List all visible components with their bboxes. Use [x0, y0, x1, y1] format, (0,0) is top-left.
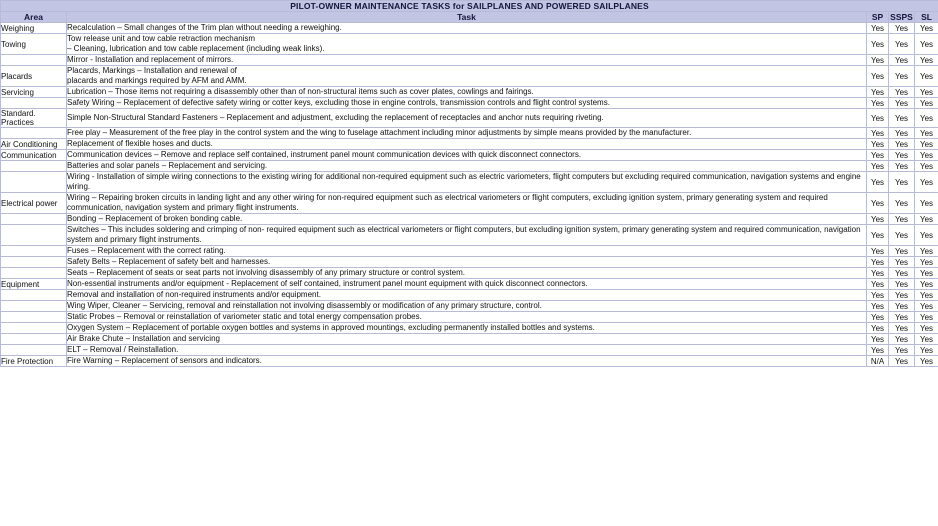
cell-ssps: Yes [889, 301, 915, 312]
cell-sl: Yes [915, 150, 938, 161]
task-line: Safety Wiring – Replacement of defective safety wiring or cotter keys, excluding those in engine controls, transmission controls and flight control systems. [67, 98, 610, 107]
cell-sl: Yes [915, 257, 938, 268]
cell-task [67, 225, 867, 246]
cell-area: Air Conditioning [1, 139, 67, 150]
cell-sp: Yes [867, 268, 889, 279]
cell-task [67, 214, 867, 225]
cell-task [67, 55, 867, 66]
task-line: ELT – Removal / Reinstallation. [67, 345, 179, 354]
table-row [1, 98, 938, 109]
cell-area [1, 290, 67, 301]
cell-area: Equipment [1, 279, 67, 290]
cell-sl: Yes [915, 87, 938, 98]
table-row [1, 268, 938, 279]
cell-area [1, 301, 67, 312]
cell-sp: Yes [867, 334, 889, 345]
cell-task [67, 268, 867, 279]
cell-sp: Yes [867, 55, 889, 66]
cell-sp: Yes [867, 279, 889, 290]
table-row [1, 34, 938, 55]
cell-task [67, 246, 867, 257]
cell-task [67, 356, 867, 367]
cell-task [67, 172, 867, 193]
cell-ssps: Yes [889, 128, 915, 139]
cell-ssps: Yes [889, 66, 915, 87]
cell-sp: Yes [867, 128, 889, 139]
table-row [1, 193, 938, 214]
cell-ssps: Yes [889, 172, 915, 193]
table-row [1, 345, 938, 356]
cell-task [67, 290, 867, 301]
cell-area [1, 345, 67, 356]
table-row [1, 172, 938, 193]
cell-sl: Yes [915, 312, 938, 323]
cell-task [67, 128, 867, 139]
cell-sl: Yes [915, 301, 938, 312]
cell-task [67, 150, 867, 161]
task-line: Oxygen System – Replacement of portable oxygen bottles and systems in approved mountings, excluding permanently installed bottles and systems. [67, 323, 595, 332]
cell-ssps: Yes [889, 334, 915, 345]
table-row [1, 279, 938, 290]
table-title-row [1, 1, 938, 12]
task-line: Bonding – Replacement of broken bonding cable. [67, 214, 243, 223]
task-line: Wiring – Repairing broken circuits in landing light and any other wiring for non-required equipment such as electrical variometers or flight computers, excluding ignition system, primary generating system and required communication, navigation system and primary flight instruments. [67, 193, 828, 212]
cell-sl: Yes [915, 268, 938, 279]
cell-sp: Yes [867, 225, 889, 246]
cell-sl: Yes [915, 23, 938, 34]
cell-area [1, 246, 67, 257]
document-title: PILOT-OWNER MAINTENANCE TASKS for SAILPLANES AND POWERED SAILPLANES [1, 1, 938, 12]
table-row [1, 214, 938, 225]
cell-ssps: Yes [889, 279, 915, 290]
task-line: Tow release unit and tow cable retraction mechanism [67, 34, 256, 43]
cell-area: Towing [1, 34, 67, 55]
cell-sl: Yes [915, 55, 938, 66]
cell-task [67, 345, 867, 356]
cell-sl: Yes [915, 139, 938, 150]
cell-sp: N/A [867, 356, 889, 367]
cell-task [67, 34, 867, 55]
cell-ssps: Yes [889, 214, 915, 225]
table-row [1, 312, 938, 323]
task-line: Communication devices – Remove and replace self contained, instrument panel mount communication devices with quick disconnect connectors. [67, 150, 582, 159]
cell-sl: Yes [915, 161, 938, 172]
cell-area [1, 55, 67, 66]
cell-task [67, 257, 867, 268]
task-line: Air Brake Chute – Installation and servicing [67, 334, 220, 343]
cell-ssps: Yes [889, 34, 915, 55]
cell-ssps: Yes [889, 98, 915, 109]
task-line: Wing Wiper, Cleaner – Servicing, removal and reinstallation not involving disassembly or modification of any primary structure, control. [67, 301, 542, 310]
cell-area [1, 161, 67, 172]
cell-area: Weighing [1, 23, 67, 34]
cell-sp: Yes [867, 139, 889, 150]
cell-ssps: Yes [889, 257, 915, 268]
cell-sl: Yes [915, 279, 938, 290]
table-row [1, 23, 938, 34]
cell-sl: Yes [915, 66, 938, 87]
table-row [1, 257, 938, 268]
cell-area [1, 323, 67, 334]
table-row [1, 139, 938, 150]
cell-area [1, 128, 67, 139]
cell-area [1, 312, 67, 323]
cell-area: Communication [1, 150, 67, 161]
cell-ssps: Yes [889, 150, 915, 161]
cell-task [67, 279, 867, 290]
cell-ssps: Yes [889, 109, 915, 128]
task-line: Wiring - Installation of simple wiring connections to the existing wiring for additional non-required equipment such as electric variometers, flight computers but excluding required communication, navigation systems and engine wiring. [67, 172, 861, 191]
table-row [1, 66, 938, 87]
task-line: Seats – Replacement of seats or seat parts not involving disassembly of any primary structure or control system. [67, 268, 465, 277]
cell-sp: Yes [867, 66, 889, 87]
column-header-sp: SP [867, 12, 889, 23]
cell-sp: Yes [867, 257, 889, 268]
cell-sl: Yes [915, 34, 938, 55]
task-line: Simple Non-Structural Standard Fasteners – Replacement and adjustment, excluding the replacement of receptacles and anchor nuts requiring riveting. [67, 113, 604, 122]
cell-ssps: Yes [889, 345, 915, 356]
cell-area [1, 214, 67, 225]
cell-ssps: Yes [889, 356, 915, 367]
cell-task [67, 139, 867, 150]
task-line: placards and markings required by AFM and AMM. [67, 76, 247, 85]
task-line: Static Probes – Removal or reinstallation of variometer static and total energy compensation probes. [67, 312, 422, 321]
column-header-task: Task [67, 12, 867, 23]
cell-sp: Yes [867, 214, 889, 225]
table-header-row [1, 12, 938, 23]
cell-sp: Yes [867, 87, 889, 98]
cell-area [1, 257, 67, 268]
cell-ssps: Yes [889, 55, 915, 66]
cell-sp: Yes [867, 323, 889, 334]
cell-sl: Yes [915, 109, 938, 128]
cell-area: Standard. Practices [1, 109, 67, 128]
table-row [1, 161, 938, 172]
cell-ssps: Yes [889, 161, 915, 172]
table-row [1, 128, 938, 139]
task-line: Fire Warning – Replacement of sensors and indicators. [67, 356, 262, 365]
column-header-area: Area [1, 12, 67, 23]
cell-sl: Yes [915, 128, 938, 139]
task-line: Mirror - Installation and replacement of mirrors. [67, 55, 234, 64]
cell-sp: Yes [867, 345, 889, 356]
cell-area: Fire Protection [1, 356, 67, 367]
cell-ssps: Yes [889, 23, 915, 34]
cell-sl: Yes [915, 290, 938, 301]
task-line: Non-essential instruments and/or equipment - Replacement of self contained, instrument panel mount equipment with quick disconnect connectors. [67, 279, 588, 288]
cell-ssps: Yes [889, 139, 915, 150]
cell-area [1, 98, 67, 109]
table-row [1, 290, 938, 301]
cell-sp: Yes [867, 290, 889, 301]
cell-ssps: Yes [889, 323, 915, 334]
task-line: Fuses – Replacement with the correct rating. [67, 246, 226, 255]
cell-task [67, 98, 867, 109]
cell-task [67, 312, 867, 323]
cell-sp: Yes [867, 193, 889, 214]
column-header-ssps: SSPS [890, 12, 913, 22]
cell-sl: Yes [915, 172, 938, 193]
cell-task [67, 109, 867, 128]
cell-ssps: Yes [889, 246, 915, 257]
table-row [1, 356, 938, 367]
cell-sl: Yes [915, 356, 938, 367]
table-row [1, 301, 938, 312]
task-line: Safety Belts – Replacement of safety belt and harnesses. [67, 257, 271, 266]
cell-sp: Yes [867, 23, 889, 34]
cell-sl: Yes [915, 345, 938, 356]
table-body [1, 23, 938, 367]
cell-sl: Yes [915, 214, 938, 225]
cell-task [67, 193, 867, 214]
cell-sp: Yes [867, 109, 889, 128]
cell-sp: Yes [867, 301, 889, 312]
cell-ssps: Yes [889, 225, 915, 246]
table-row [1, 334, 938, 345]
cell-ssps: Yes [889, 312, 915, 323]
task-line: Recalculation – Small changes of the Trim plan without needing a reweighing. [67, 23, 342, 32]
cell-task [67, 334, 867, 345]
table-row [1, 87, 938, 98]
table-row [1, 246, 938, 257]
task-line: Batteries and solar panels – Replacement and servicing. [67, 161, 268, 170]
cell-sp: Yes [867, 172, 889, 193]
cell-area [1, 225, 67, 246]
cell-area: Placards [1, 66, 67, 87]
cell-sl: Yes [915, 193, 938, 214]
cell-area [1, 172, 67, 193]
cell-area: Electrical power [1, 193, 67, 214]
cell-sp: Yes [867, 34, 889, 55]
cell-ssps: Yes [889, 193, 915, 214]
cell-area: Servicing [1, 87, 67, 98]
task-line: Replacement of flexible hoses and ducts. [67, 139, 213, 148]
cell-area [1, 334, 67, 345]
task-line: Placards, Markings – Installation and renewal of [67, 66, 237, 75]
cell-area [1, 268, 67, 279]
cell-sp: Yes [867, 246, 889, 257]
table-row [1, 225, 938, 246]
cell-task [67, 66, 867, 87]
cell-sl: Yes [915, 246, 938, 257]
cell-task [67, 323, 867, 334]
cell-ssps: Yes [889, 290, 915, 301]
cell-sp: Yes [867, 150, 889, 161]
table-row [1, 109, 938, 128]
cell-ssps: Yes [889, 87, 915, 98]
task-line: Lubrication – Those items not requiring a disassembly other than of non-structural items such as cover plates, cowlings and fairings. [67, 87, 534, 96]
cell-sl: Yes [915, 225, 938, 246]
table-row [1, 150, 938, 161]
cell-task [67, 161, 867, 172]
task-line: – Cleaning, lubrication and tow cable replacement (including weak links). [67, 44, 325, 53]
cell-task [67, 23, 867, 34]
cell-sl: Yes [915, 98, 938, 109]
cell-sl: Yes [915, 323, 938, 334]
task-line: Free play – Measurement of the free play in the control system and the wing to fuselage attachment including minor adjustments by simple means provided by the manufacturer. [67, 128, 692, 137]
table-row [1, 323, 938, 334]
cell-sl: Yes [915, 334, 938, 345]
cell-sp: Yes [867, 98, 889, 109]
task-line: Removal and installation of non-required instruments and/or equipment. [67, 290, 321, 299]
cell-task [67, 301, 867, 312]
cell-sp: Yes [867, 312, 889, 323]
task-line: Switches – This includes soldering and crimping of non- required equipment such as electrical variometers or flight computers, but excluding ignition system, primary generating system and required communication, navigation system and primary flight instruments. [67, 225, 861, 244]
column-header-sl: SL [915, 12, 938, 23]
cell-sp: Yes [867, 161, 889, 172]
table-row [1, 55, 938, 66]
cell-task [67, 87, 867, 98]
cell-ssps: Yes [889, 268, 915, 279]
